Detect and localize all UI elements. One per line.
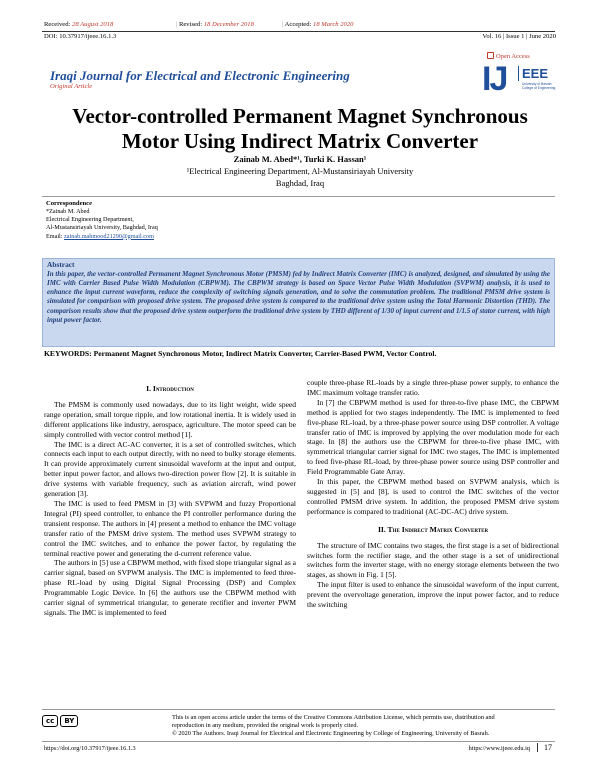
left-column: [44, 378, 296, 618]
abstract-heading: Abstract: [47, 260, 75, 269]
abstract-text: In this paper, the vector-controlled Permanent Magnet Synchronous Motor (PMSM) fed by Indirect Matrix Converter (IMC) is analyzed, designed, and simulated by using the IMC with Carrier Based Pulse Width Modulation (CBPWM). The CBPWM strategy is based on Space Vector Pulse Width Modulation (SVPWM) analysis, it is used to enhance the input current waveform, reduce the complexity of switching signals generation, and to solve the commutation problem. The traditional PMSM drive system is simulated for comparison with proposed drive system. The proposed drive system is compared to the traditional drive system using the Total Harmonic Distortion (THD). The comparison results show that the proposed drive system outperform the traditional drive system by THD different of 1/30 of input current and 1/1.5 of stator current, with high input power factor.: [47, 269, 550, 324]
footer-doi-link[interactable]: https://doi.org/10.37917/ijeee.16.1.3: [44, 745, 136, 752]
correspondence-dept: Electrical Engineering Department,: [46, 216, 134, 224]
logo-eee: EEE: [518, 66, 548, 81]
page-number: 17: [537, 743, 552, 752]
right-column: [307, 378, 559, 610]
section-heading-introduction: I. Introduction: [146, 384, 194, 393]
affiliation-line2: Baghdad, Iraq: [275, 178, 325, 188]
abstract-box: [42, 258, 555, 347]
license-text: This is an open access article under the terms of the Creative Commons Attribution License, which permits use, distribution and reproduction in any medium, provided the original work is properly cited. © 2020 The Authors. Iraqi Journal for Electrical and Electronic Engineering by College of Engineering, University of Basrah.: [172, 714, 495, 737]
lock-icon: [487, 52, 494, 59]
right-paragraph: couple three-phase RL-loads by a single three-phase power supply, to enhance the IMC maximum voltage transfer ratio.: [307, 378, 559, 397]
right-paragraph: The structure of IMC contains two stages, the first stage is a set of bidirectional switches form the rectifier stage, and the other stage is a set of unidirectional switches form the inverter stage, with no energy storage elements between the two stages, as shown in Fig. 1 [5].: [307, 540, 559, 580]
correspondence-block: [46, 199, 346, 241]
cc-license-badge[interactable]: [42, 712, 162, 736]
paper-title-line2: Motor Using Indirect Matrix Converter: [121, 129, 479, 153]
article-type: Original Article: [50, 83, 93, 90]
logo-sub: University of Basrah College of Engineering: [522, 82, 556, 90]
open-access-badge[interactable]: Open Access: [487, 52, 530, 60]
correspondence-heading: Correspondence: [46, 200, 93, 207]
footer-site-link[interactable]: https://www.ijeee.edu.iq: [468, 745, 530, 752]
paper-title-line1: Vector-controlled Permanent Magnet Synchronous: [72, 104, 528, 128]
correspondence-email-line: Email: zainab.mahmood21290@gmail.com: [46, 232, 154, 240]
journal-logo: [482, 60, 556, 102]
volume-line: Vol. 16 | Issue 1 | June 2020: [482, 33, 556, 40]
doi-line: DOI: 10.37917/ijeee.16.1.3: [44, 33, 117, 40]
revised-date: 18 December 2018: [203, 21, 254, 28]
authors: Zainab M. Abed*¹, Turki K. Hassan¹: [233, 154, 367, 164]
intro-paragraph: The IMC is a direct AC-AC converter, it is a set of controlled switches, which connects each input to each output directly, with no need to bulky storage elements. It can provide approximately current sinusoidal waveform at the input and output, better input power factor, and allows two-direction power flow [2]. It is suitable in drive systems with variable frequency, such as aviation aircraft, wind power generation [3].: [44, 439, 296, 499]
by-icon: BY: [60, 715, 78, 727]
keywords: KEYWORDS: Permanent Magnet Synchronous Motor, Indirect Matrix Converter, Carrier-Based PWM, Vector Control.: [44, 349, 437, 358]
intro-paragraph: The authors in [5] use a CBPWM method, with fixed slope triangular signal as a carrier signal, based on SVPWM analysis. The IMC is implemented to feed three-phase RL-load by using Digital Signal Processing (DSP) and Complex Programmable Logic Device. In [6] the authors use the CBPWM method with carrier signal of symmetrical triangular, to generate rectifier and inverter PWM signals. The IMC is implemented to feed: [44, 558, 296, 617]
section-heading-imc: II. The Indirect Matrix Converter: [377, 524, 489, 534]
journal-name: Iraqi Journal for Electrical and Electronic Engineering: [50, 68, 350, 83]
cc-icon: cc: [42, 715, 58, 727]
accepted-date: 18 March 2020: [313, 21, 354, 28]
right-paragraph: In this paper, the CBPWM method based on SVPWM analysis, which is suggested in [5] and [8], is used to control the IMC switches of the vector controlled PMSM drive system. In addition, the proposed PMSM drive system performance is compared to traditional (AC-DC-AC) drive system.: [307, 477, 559, 516]
accepted-line: | Accepted: 18 March 2020: [282, 21, 354, 28]
correspondence-university: Al-Mustansiriayah University, Baghdad, Iraq: [46, 224, 158, 232]
received-date: 28 August 2018: [72, 21, 114, 28]
received-line: Received: 28 August 2018: [44, 21, 114, 28]
correspondence-name: *Zainab M. Abed: [46, 208, 90, 215]
right-paragraph: In [7] the CBPWM method is used for three-to-five phase IMC, the CBPWM method is applied for two stages independently. The IMC is implemented to feed five-phase RL-load, by a three-phase power source using DSP controller. A voltage transfer ratio of IMC is improved by applying the over modulation mode for each stage. In [8] the authors use the CBPWM for three-to-five phase IMC, with symmetrical triangular carrier signal for IMC two stages, The IMC is implemented to feed five-phase RL-load, by three-phase power source using DSP controller and Field Programmable Gate Array.: [307, 397, 559, 477]
intro-paragraph: The PMSM is commonly used nowadays, due to its light weight, wide speed range operation, small torque ripple, and low rotational inertia. It is widely used in different applications like industry, aerospace, agriculture. The motor speed can be simply controlled with vector control method [1].: [44, 399, 296, 439]
logo-ij: IJ: [482, 60, 507, 98]
intro-paragraph: The IMC is used to feed PMSM in [3] with SVPWM and fuzzy Proportional Integral (PI) speed controller, to enhance the PI controller performance during the transient response. The authors in [4] present a method to enhance the IMC voltage transfer ratio of the PMSM drive system. The method uses SVPWM strategy to control the IMC switches, and to enhance the power factor, by regulating the terminal reactive power and generating the d-current reference value.: [44, 498, 296, 558]
email-link[interactable]: zainab.mahmood21290@gmail.com: [64, 232, 154, 240]
revised-line: | Revised: 18 December 2018: [176, 21, 254, 28]
affiliation-line1: ¹Electrical Engineering Department, Al-Mustansiriayah University: [186, 166, 414, 176]
right-paragraph: The input filter is used to enhance the sinusoidal waveform of the input current, prevent the overvoltage generation, improve the input power factor, and to reduce the switching: [307, 580, 559, 610]
